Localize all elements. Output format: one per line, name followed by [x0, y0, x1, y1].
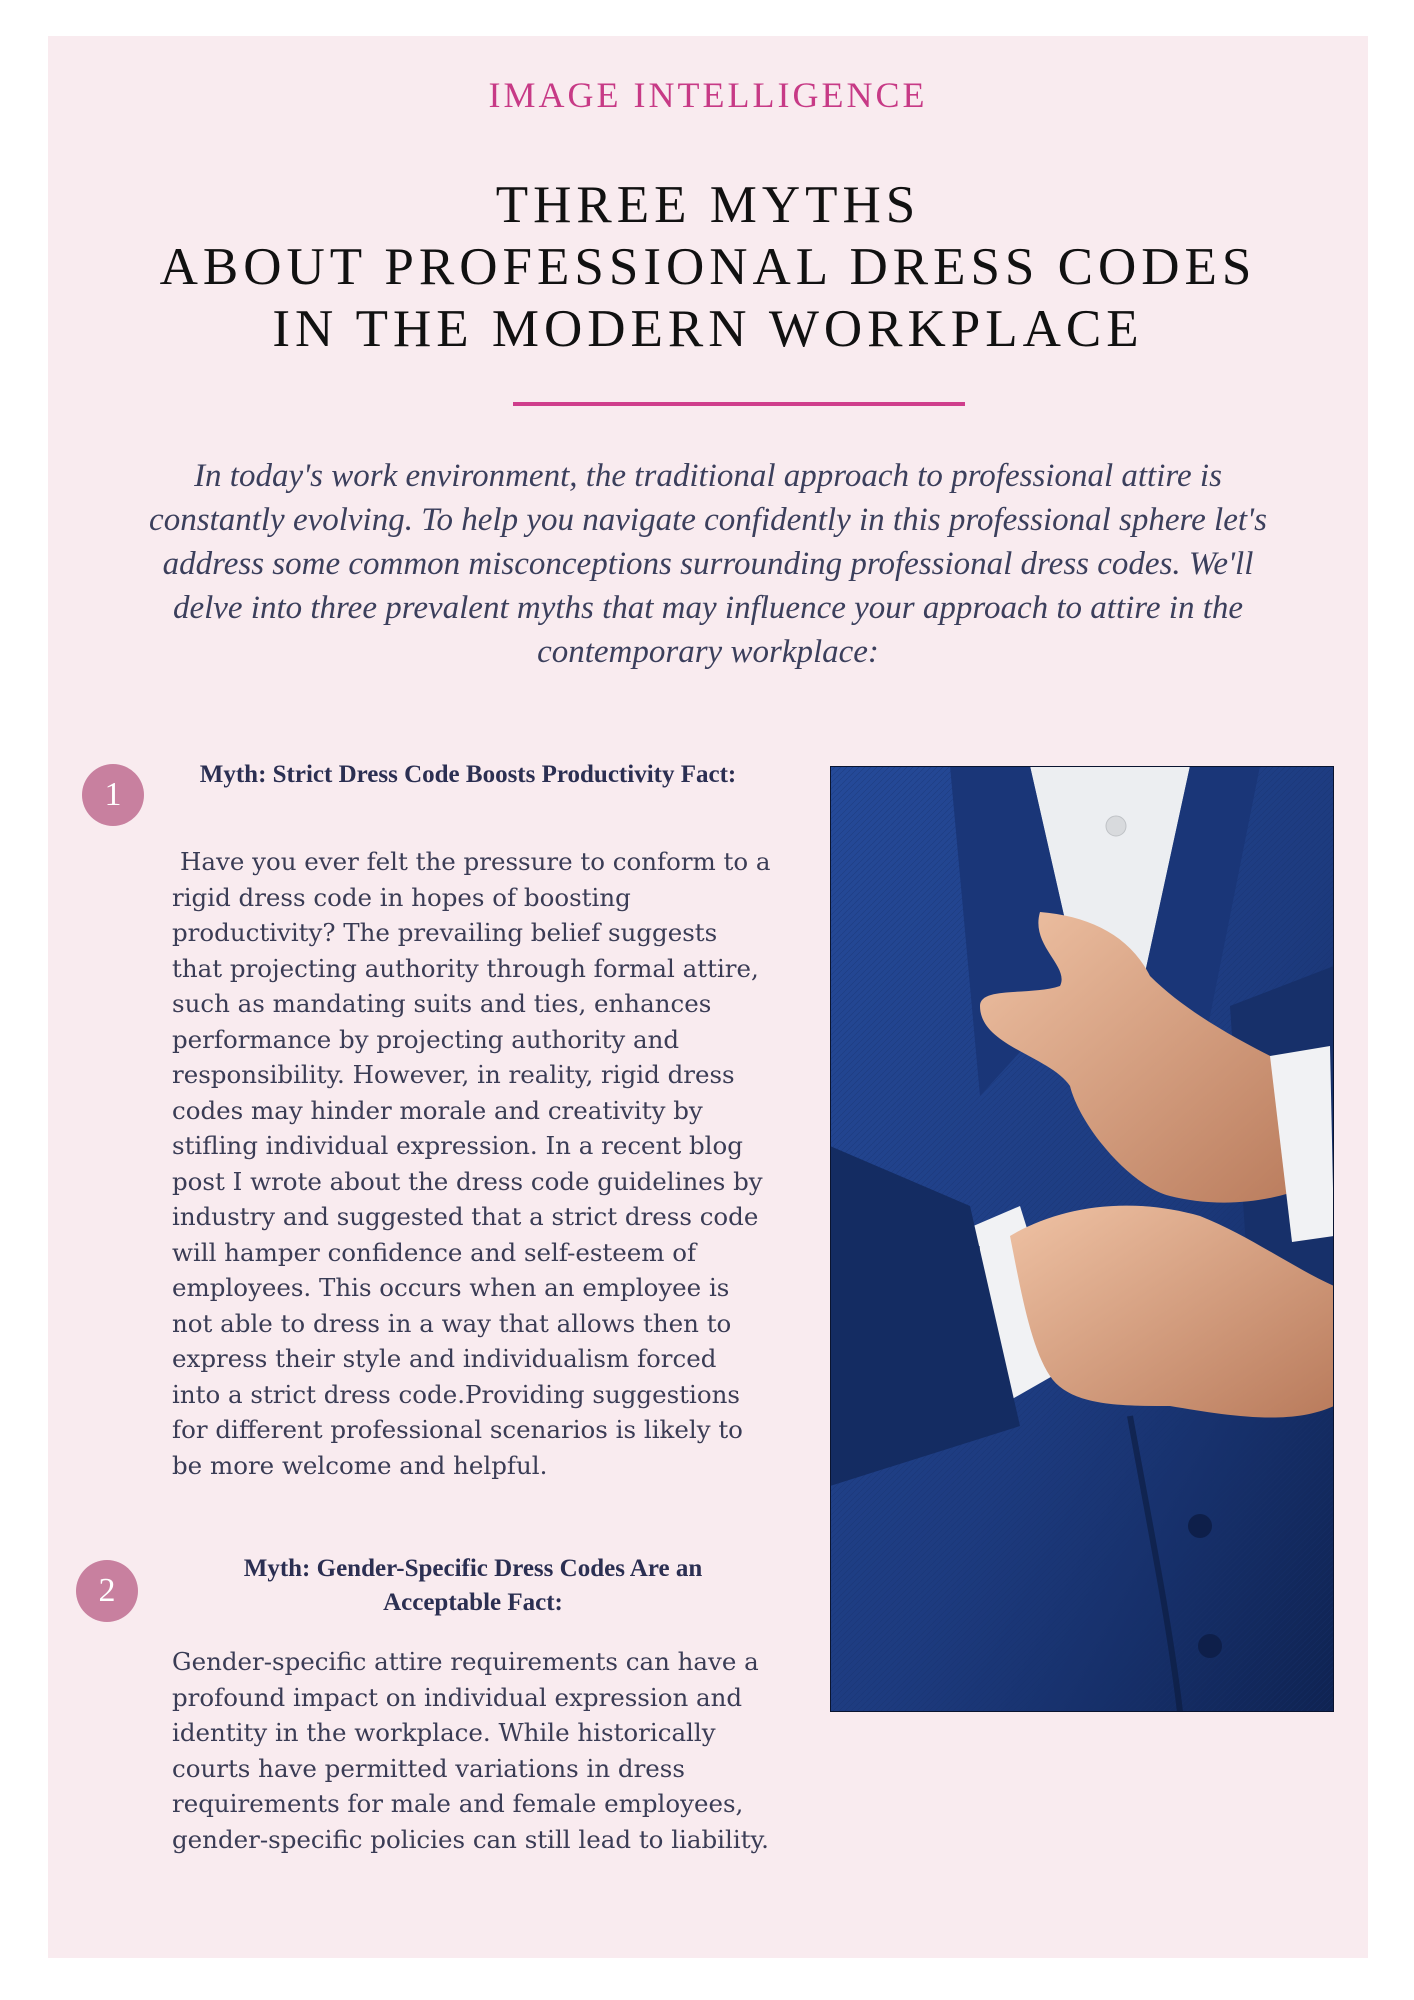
shirt-button	[1106, 816, 1126, 836]
title-divider	[513, 402, 965, 406]
myth-heading: Myth: Strict Dress Code Boosts Productivity Fact:	[199, 761, 737, 788]
suit-button	[1198, 1634, 1222, 1658]
myth-heading: Myth: Gender-Specific Dress Codes Are an Acceptable Fact:	[243, 1555, 703, 1616]
title-line-3: IN THE MODERN WORKPLACE	[272, 300, 1144, 358]
suit-button	[1188, 1514, 1212, 1538]
title-line-1: THREE MYTHS	[495, 176, 921, 234]
myth-body: Have you ever felt the pressure to conform to a rigid dress code in hopes of boosting productivity? The prevailing belief suggests that projecting authority through formal attire, such as mandating suits and ties, enhances performance by projecting authority and responsibility. However, in reality, rigid dress codes may hinder morale and creativity by stifling individual expression. In a recent blog post I wrote about the dress code guidelines by industry and suggested that a strict dress code will hamper confidence and self-esteem of employees. This occurs when an employee is not able to dress in a way that allows then to express their style and individualism forced into a strict dress code.Providing suggestions for different professional scenarios is likely to be more welcome and helpful.	[172, 847, 771, 1480]
suit-photo	[830, 766, 1334, 1712]
brand-label: IMAGE INTELLIGENCE	[488, 75, 928, 115]
myth-number-badge: 1	[82, 764, 144, 826]
page-title	[48, 174, 1368, 360]
myth-number-badge: 2	[76, 1560, 138, 1622]
myth-body: Gender-specific attire requirements can have a profound impact on individual expression and identity in the workplace. While historically courts have permitted variations in dress requirements for male and female employees, gender-specific policies can still lead to liability.	[172, 1647, 769, 1854]
document-page	[48, 36, 1368, 1958]
suit-photo-illustration	[830, 766, 1334, 1712]
title-line-2: ABOUT PROFESSIONAL DRESS CODES	[159, 238, 1257, 296]
intro-paragraph: In today's work environment, the traditional approach to professional attire is constantly evolving. To help you navigate confidently in this professional sphere let's address some common misconceptions surrounding professional dress codes. We'll delve into three prevalent myths that may influence your approach to attire in the contemporary workplace:	[149, 458, 1267, 670]
